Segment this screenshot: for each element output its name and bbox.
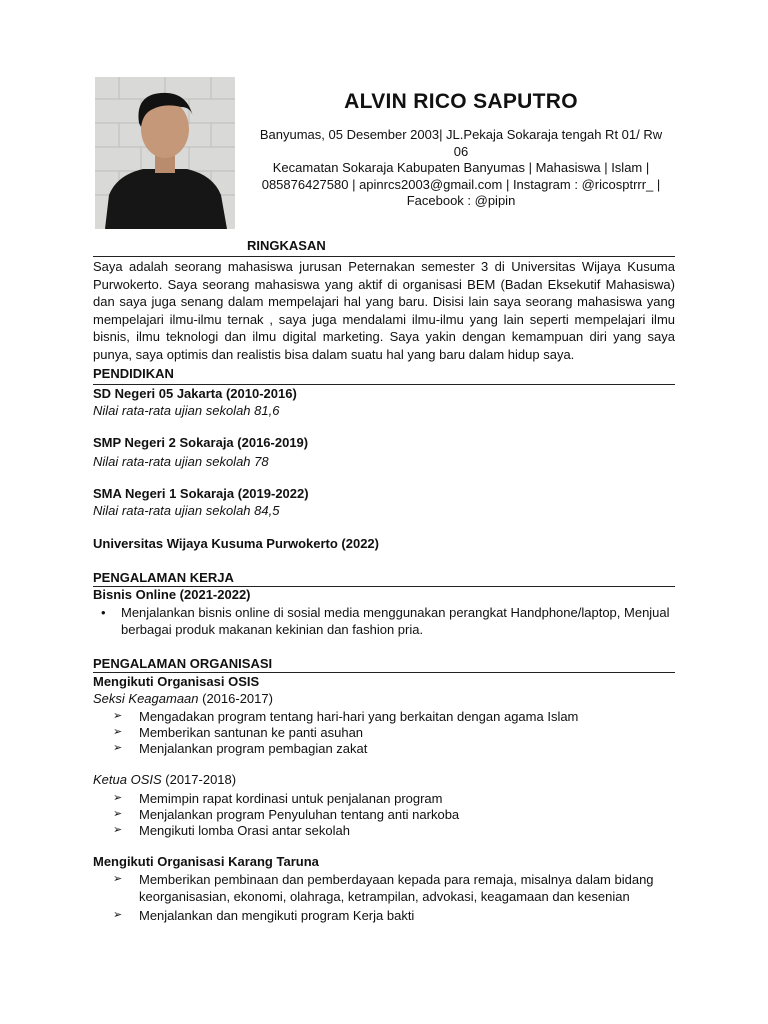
list-item-text: Mengikuti lomba Orasi antar sekolah — [139, 823, 350, 838]
work-bullet-text: Menjalankan bisnis online di sosial media menggunakan perangkat Handphone/laptop, Menjual berbagai produk makanan kekinian dan fashion pria. — [121, 605, 670, 637]
list-item-text: Mengadakan program tentang hari-hari yang berkaitan dengan agama Islam — [139, 709, 579, 724]
arrow-bullet-icon: ➢ — [113, 909, 123, 921]
list-item-text: Memberikan pembinaan dan pemberdayaan kepada para remaja, misalnya dalam bidang keorganisasian, ekonomi, olahraga, ketrampilan, advokasi, keagamaan dan kesenian — [139, 872, 654, 904]
contact-info — [254, 127, 668, 210]
contact-line: Banyumas, 05 Desember 2003| JL.Pekaja Sokaraja tengah Rt 01/ Rw 06 — [259, 127, 663, 159]
section-divider — [93, 256, 675, 257]
contact-line: Kecamatan Sokaraja Kabupaten Banyumas | Mahasiswa | Islam | — [272, 160, 650, 175]
education-school: SMA Negeri 1 Sokaraja (2019-2022) — [93, 486, 309, 501]
education-heading: PENDIDIKAN — [93, 366, 174, 381]
section-divider — [93, 672, 675, 673]
summary-text: Saya adalah seorang mahasiswa jurusan Peternakan semester 3 di Universitas Wijaya Kusuma Purwokerto. Saya seorang mahasiswa yang aktif di organisasi BEM (Badan Eksekutif Mahasiswa) dan saya juga senang dalam mempelajari hal yang baru. Disisi lain saya seorang mahasiswa yang mempelajari ilmu-ilmu ternak , saya juga mendalami ilmu-ilmu yang lain seperti mempelajari ilmu bisnis, ilmu teknologi dan ilmu digital marketing. Saya yakin dengan kemampuan diri yang saya punya, saya optimis dan realistis bisa dalam suatu hal yang baru dalam hidup saya. — [93, 259, 675, 362]
work-heading: PENGALAMAN KERJA — [93, 570, 234, 585]
arrow-bullet-icon: ➢ — [113, 824, 123, 836]
profile-photo — [95, 77, 235, 229]
education-school: SD Negeri 05 Jakarta (2010-2016) — [93, 386, 297, 401]
list-item-text: Menjalankan dan mengikuti program Kerja bakti — [139, 908, 415, 923]
education-note: Nilai rata-rata ujian sekolah 84,5 — [93, 503, 280, 518]
list-item-text: Menjalankan program pembagian zakat — [139, 741, 368, 756]
section-divider — [93, 384, 675, 385]
role-period: (2017-2018) — [161, 772, 237, 787]
role-line — [93, 691, 273, 706]
bullet-icon: • — [101, 605, 106, 620]
list-item-text: Memberikan santunan ke panti asuhan — [139, 725, 364, 740]
organization-heading: PENGALAMAN ORGANISASI — [93, 656, 273, 671]
organization-title: Mengikuti Organisasi OSIS — [93, 674, 260, 689]
education-note: Nilai rata-rata ujian sekolah 81,6 — [93, 403, 280, 418]
role-name: Seksi Keagamaan — [93, 691, 199, 706]
arrow-bullet-icon: ➢ — [113, 873, 123, 885]
arrow-bullet-icon: ➢ — [113, 792, 123, 804]
education-school: SMP Negeri 2 Sokaraja (2016-2019) — [93, 435, 309, 450]
role-line — [93, 772, 236, 787]
education-school: Universitas Wijaya Kusuma Purwokerto (2022) — [93, 536, 379, 551]
organization-title: Mengikuti Organisasi Karang Taruna — [93, 854, 319, 869]
arrow-bullet-icon: ➢ — [113, 726, 123, 738]
list-item-text: Memimpin rapat kordinasi untuk penjalanan program — [139, 791, 443, 806]
contact-line: 085876427580 | apinrcs2003@gmail.com | Instagram : @ricosptrrr_ | — [261, 176, 661, 192]
work-title: Bisnis Online (2021-2022) — [93, 587, 251, 602]
arrow-bullet-icon: ➢ — [113, 742, 123, 754]
role-name: Ketua OSIS — [93, 772, 162, 787]
arrow-bullet-icon: ➢ — [113, 808, 123, 820]
summary-heading: RINGKASAN — [247, 238, 326, 253]
education-note: Nilai rata-rata ujian sekolah 78 — [93, 454, 269, 469]
role-period: (2016-2017) — [198, 691, 273, 706]
list-item-text: Menjalankan program Penyuluhan tentang anti narkoba — [139, 807, 460, 822]
contact-line: Facebook : @pipin — [406, 193, 516, 208]
candidate-name: ALVIN RICO SAPUTRO — [344, 90, 578, 113]
arrow-bullet-icon: ➢ — [113, 710, 123, 722]
